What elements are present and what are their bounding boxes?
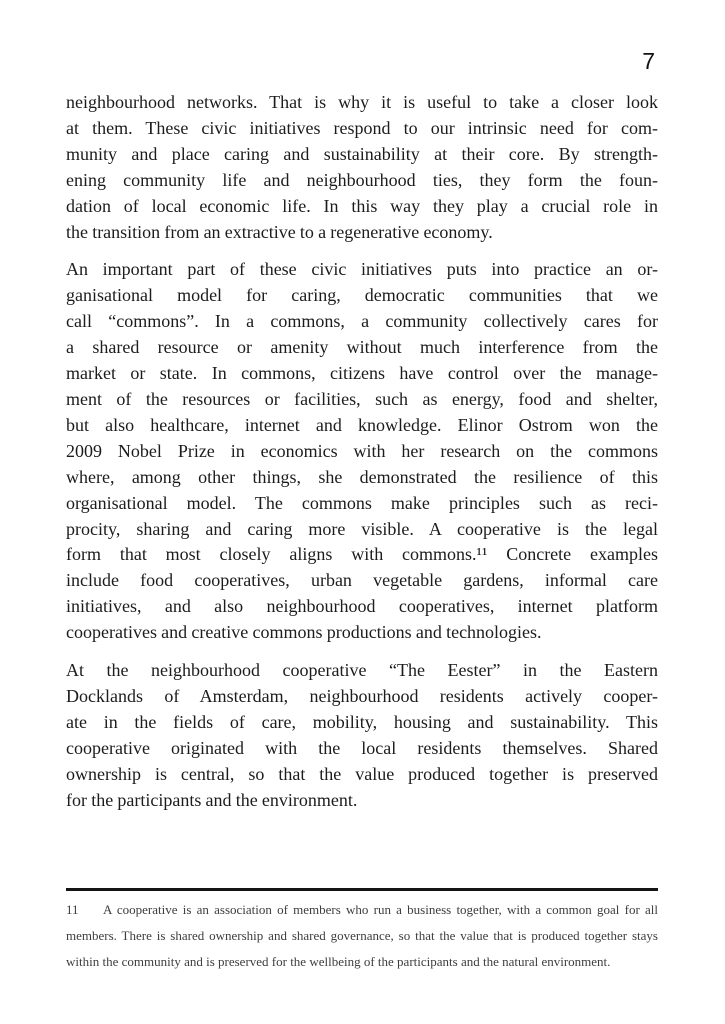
footnote bbox=[66, 888, 658, 975]
text-line: munity and place caring and sustainability at their core. By strength- bbox=[66, 143, 658, 164]
text-line: cooperative originated with the local residents themselves. Shared bbox=[66, 737, 658, 758]
text-line: neighbourhood networks. That is why it is useful to take a closer look bbox=[66, 92, 658, 112]
text-line: form that most closely aligns with commons.¹¹ Concrete examples bbox=[66, 544, 658, 565]
body-text bbox=[66, 90, 658, 825]
footnote-line: 11 A cooperative is an association of members who run a business together, with a common goal for all bbox=[66, 897, 658, 923]
text-line: a shared resource or amenity without much interference from the bbox=[66, 337, 658, 358]
text-line: organisational model. The commons make principles such as reci- bbox=[66, 492, 658, 513]
text-line: but also healthcare, internet and knowledge. Elinor Ostrom won the bbox=[66, 414, 658, 435]
text-line: where, among other things, she demonstrated the resilience of this bbox=[66, 466, 658, 487]
text-line: include food cooperatives, urban vegetable gardens, informal care bbox=[66, 570, 658, 591]
paragraph bbox=[66, 257, 658, 646]
paragraph bbox=[66, 658, 658, 813]
footnote-marker: 11 bbox=[66, 902, 79, 917]
text-line: ganisational model for caring, democratic communities that we bbox=[66, 285, 658, 306]
page-number: 7 bbox=[642, 48, 655, 74]
footnote-line: within the community and is preserved for the wellbeing of the participants and the natural environment. bbox=[66, 954, 611, 969]
footnote-line: members. There is shared ownership and shared governance, so that the value that is produced together stays bbox=[66, 928, 658, 943]
text-line: for the participants and the environment. bbox=[66, 789, 358, 810]
text-line: ment of the resources or facilities, such as energy, food and shelter, bbox=[66, 388, 658, 409]
text-line: procity, sharing and caring more visible. A cooperative is the legal bbox=[66, 518, 658, 539]
text-line: 2009 Nobel Prize in economics with her research on the commons bbox=[66, 440, 658, 461]
paragraph bbox=[66, 90, 658, 245]
text-line: the transition from an extractive to a regenerative economy. bbox=[66, 221, 493, 242]
text-line: ate in the fields of care, mobility, housing and sustainability. This bbox=[66, 711, 658, 732]
text-line: Docklands of Amsterdam, neighbourhood residents actively cooper- bbox=[66, 685, 658, 706]
text-line: At the neighbourhood cooperative “The Eester” in the Eastern bbox=[66, 660, 658, 681]
text-line: at them. These civic initiatives respond to our intrinsic need for com- bbox=[66, 117, 658, 138]
text-line: ownership is central, so that the value produced together is preserved bbox=[66, 763, 658, 784]
footnote-rule bbox=[66, 888, 658, 891]
text-line: An important part of these civic initiatives puts into practice an or- bbox=[66, 259, 658, 280]
text-line: cooperatives and creative commons productions and technologies. bbox=[66, 622, 542, 643]
text-line: dation of local economic life. In this way they play a crucial role in bbox=[66, 195, 658, 216]
footnote-text bbox=[66, 897, 658, 975]
text-line: ening community life and neighbourhood ties, they form the foun- bbox=[66, 169, 658, 190]
text-line: market or state. In commons, citizens have control over the manage- bbox=[66, 363, 658, 384]
text-line: call “commons”. In a commons, a community collectively cares for bbox=[66, 311, 658, 332]
text-line: initiatives, and also neighbourhood cooperatives, internet platform bbox=[66, 596, 658, 617]
